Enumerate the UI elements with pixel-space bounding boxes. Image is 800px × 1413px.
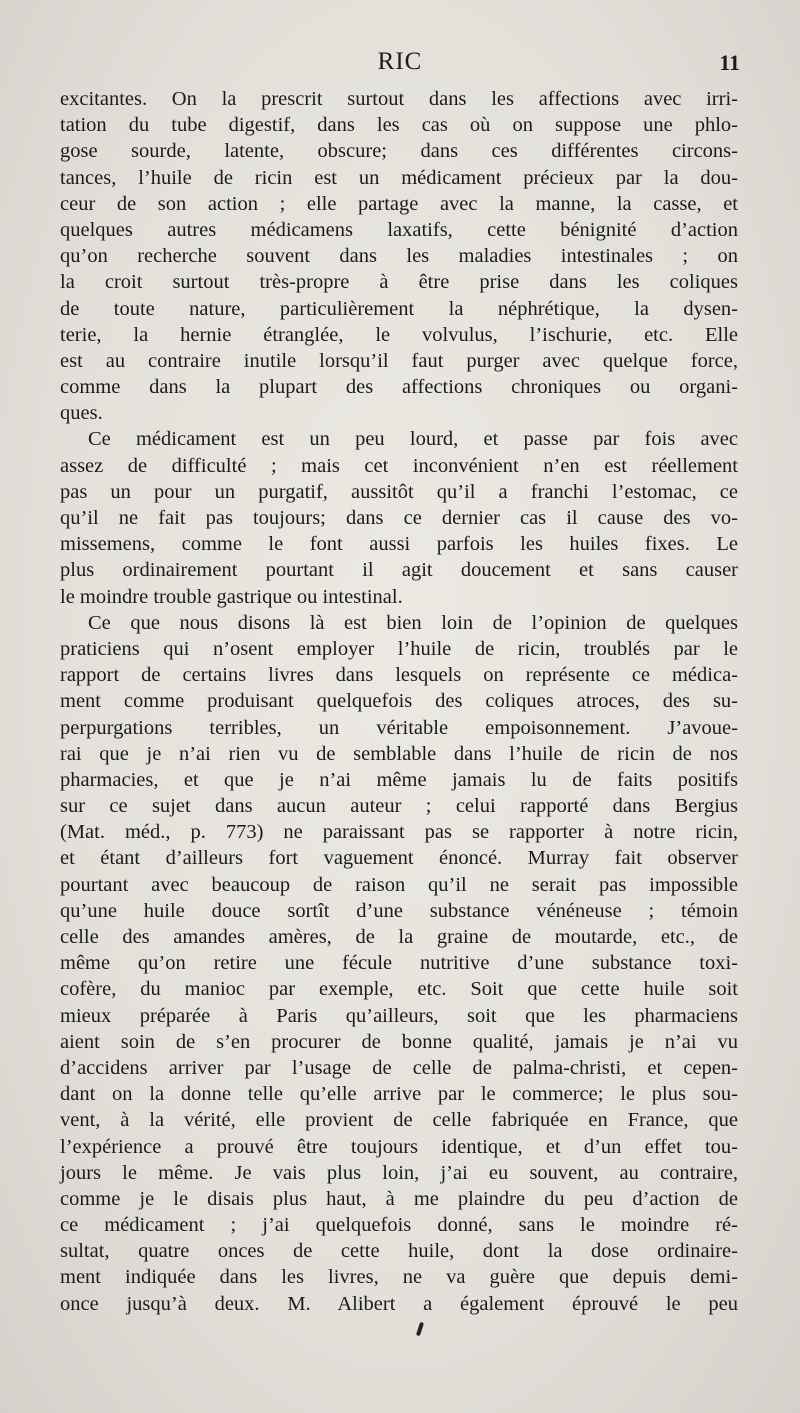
text-line: (Mat. méd., p. 773) ne paraissant pas se rapporter à notre ricin, — [60, 821, 738, 844]
text-line: est au contraire inutile lorsqu’il faut purger avec quelque force, — [60, 349, 738, 372]
text-line: ceur de son action ; elle partage avec la manne, la casse, et — [60, 192, 738, 215]
text-line: la croit surtout très-propre à être prise dans les coliques — [60, 271, 738, 294]
page-header — [60, 48, 740, 82]
text-line: mieux préparée à Paris qu’ailleurs, soit que les pharmaciens — [60, 1004, 738, 1027]
text-line: once jusqu’à deux. M. Alibert a également éprouvé le peu — [60, 1292, 738, 1315]
text-line: gose sourde, latente, obscure; dans ces différentes circons- — [60, 140, 738, 163]
text-line: praticiens qui n’osent employer l’huile de ricin, troublés par le — [60, 637, 738, 660]
text-line: même qu’on retire une fécule nutritive d’une substance toxi- — [60, 952, 738, 975]
text-line: excitantes. On la prescrit surtout dans les affections avec irri- — [60, 88, 738, 110]
text-line: rapport de certains livres dans lesquels on représente ce médica- — [60, 664, 738, 687]
text-line: celle des amandes amères, de la graine de moutarde, etc., de — [60, 926, 738, 948]
ink-mark — [416, 1322, 424, 1337]
text-line: comme dans la plupart des affections chroniques ou organi- — [60, 376, 738, 399]
text-line: plus ordinairement pourtant il agit doucement et sans causer — [60, 559, 738, 582]
text-line: ce médicament ; j’ai quelquefois donné, sans le moindre ré- — [60, 1214, 738, 1237]
text-line: ment comme produisant quelquefois des coliques atroces, des su- — [60, 690, 738, 713]
text-line: Ce que nous disons là est bien loin de l’opinion de quelques — [88, 611, 738, 634]
text-line: et étant d’ailleurs fort vaguement énoncé. Murray fait observer — [60, 847, 738, 870]
text-line: qu’il ne fait pas toujours; dans ce dernier cas il cause des vo- — [60, 507, 738, 529]
text-line: sur ce sujet dans aucun auteur ; celui rapporté dans Bergius — [60, 795, 738, 818]
page-number: 11 — [719, 50, 740, 75]
text-line: tation du tube digestif, dans les cas où on suppose une phlo- — [60, 114, 738, 137]
text-line: de toute nature, particulièrement la néphrétique, la dysen- — [60, 297, 738, 320]
text-line: assez de difficulté ; mais cet inconvénient n’en est réellement — [60, 454, 738, 477]
text-line: ment indiquée dans les livres, ne va guère que depuis demi- — [60, 1266, 738, 1289]
text-line: rai que je n’ai rien vu de semblable dans l’huile de ricin de nos — [60, 742, 738, 765]
text-line: pharmacies, et que je n’ai même jamais lu de faits positifs — [60, 768, 738, 791]
text-line: pas un pour un purgatif, aussitôt qu’il a franchi l’estomac, ce — [60, 480, 738, 503]
running-head: RIC — [377, 48, 423, 75]
text-line: ques. — [60, 402, 103, 425]
text-line: le moindre trouble gastrique ou intestinal. — [60, 585, 403, 608]
text-line: dant on la donne telle qu’elle arrive par le commerce; le plus sou- — [60, 1083, 738, 1106]
text-line: terie, la hernie étranglée, le volvulus, l’ischurie, etc. Elle — [60, 323, 738, 346]
text-line: aient soin de s’en procurer de bonne qualité, jamais je n’ai vu — [60, 1030, 738, 1053]
text-line: qu’une huile douce sortît d’une substance vénéneuse ; témoin — [60, 899, 738, 922]
text-line: pourtant avec beaucoup de raison qu’il ne serait pas impossible — [60, 873, 738, 896]
text-line: sultat, quatre onces de cette huile, dont la dose ordinaire- — [60, 1240, 738, 1263]
text-line: tances, l’huile de ricin est un médicament précieux par la dou- — [60, 166, 738, 189]
text-line: cofère, du manioc par exemple, etc. Soit que cette huile soit — [60, 978, 738, 1001]
text-line: perpurgations terribles, un véritable empoisonnement. J’avoue- — [60, 716, 738, 739]
text-line: missemens, comme le font aussi parfois les huiles fixes. Le — [60, 533, 738, 556]
text-line: Ce médicament est un peu lourd, et passe par fois avec — [88, 428, 738, 451]
text-line: d’accidens arriver par l’usage de celle de palma-christi, et cepen- — [60, 1056, 738, 1079]
text-line: comme je le disais plus haut, à me plaindre du peu d’action de — [60, 1187, 738, 1210]
text-line: qu’on recherche souvent dans les maladies intestinales ; on — [60, 245, 738, 268]
text-line: l’expérience a prouvé être toujours identique, et d’un effet tou- — [60, 1135, 738, 1158]
text-line: vent, à la vérité, elle provient de celle fabriquée en France, que — [60, 1109, 738, 1132]
body-text — [60, 86, 738, 1317]
text-line: jours le même. Je vais plus loin, j’ai eu souvent, au contraire, — [60, 1161, 738, 1184]
text-line: quelques autres médicamens laxatifs, cette bénignité d’action — [60, 218, 738, 241]
